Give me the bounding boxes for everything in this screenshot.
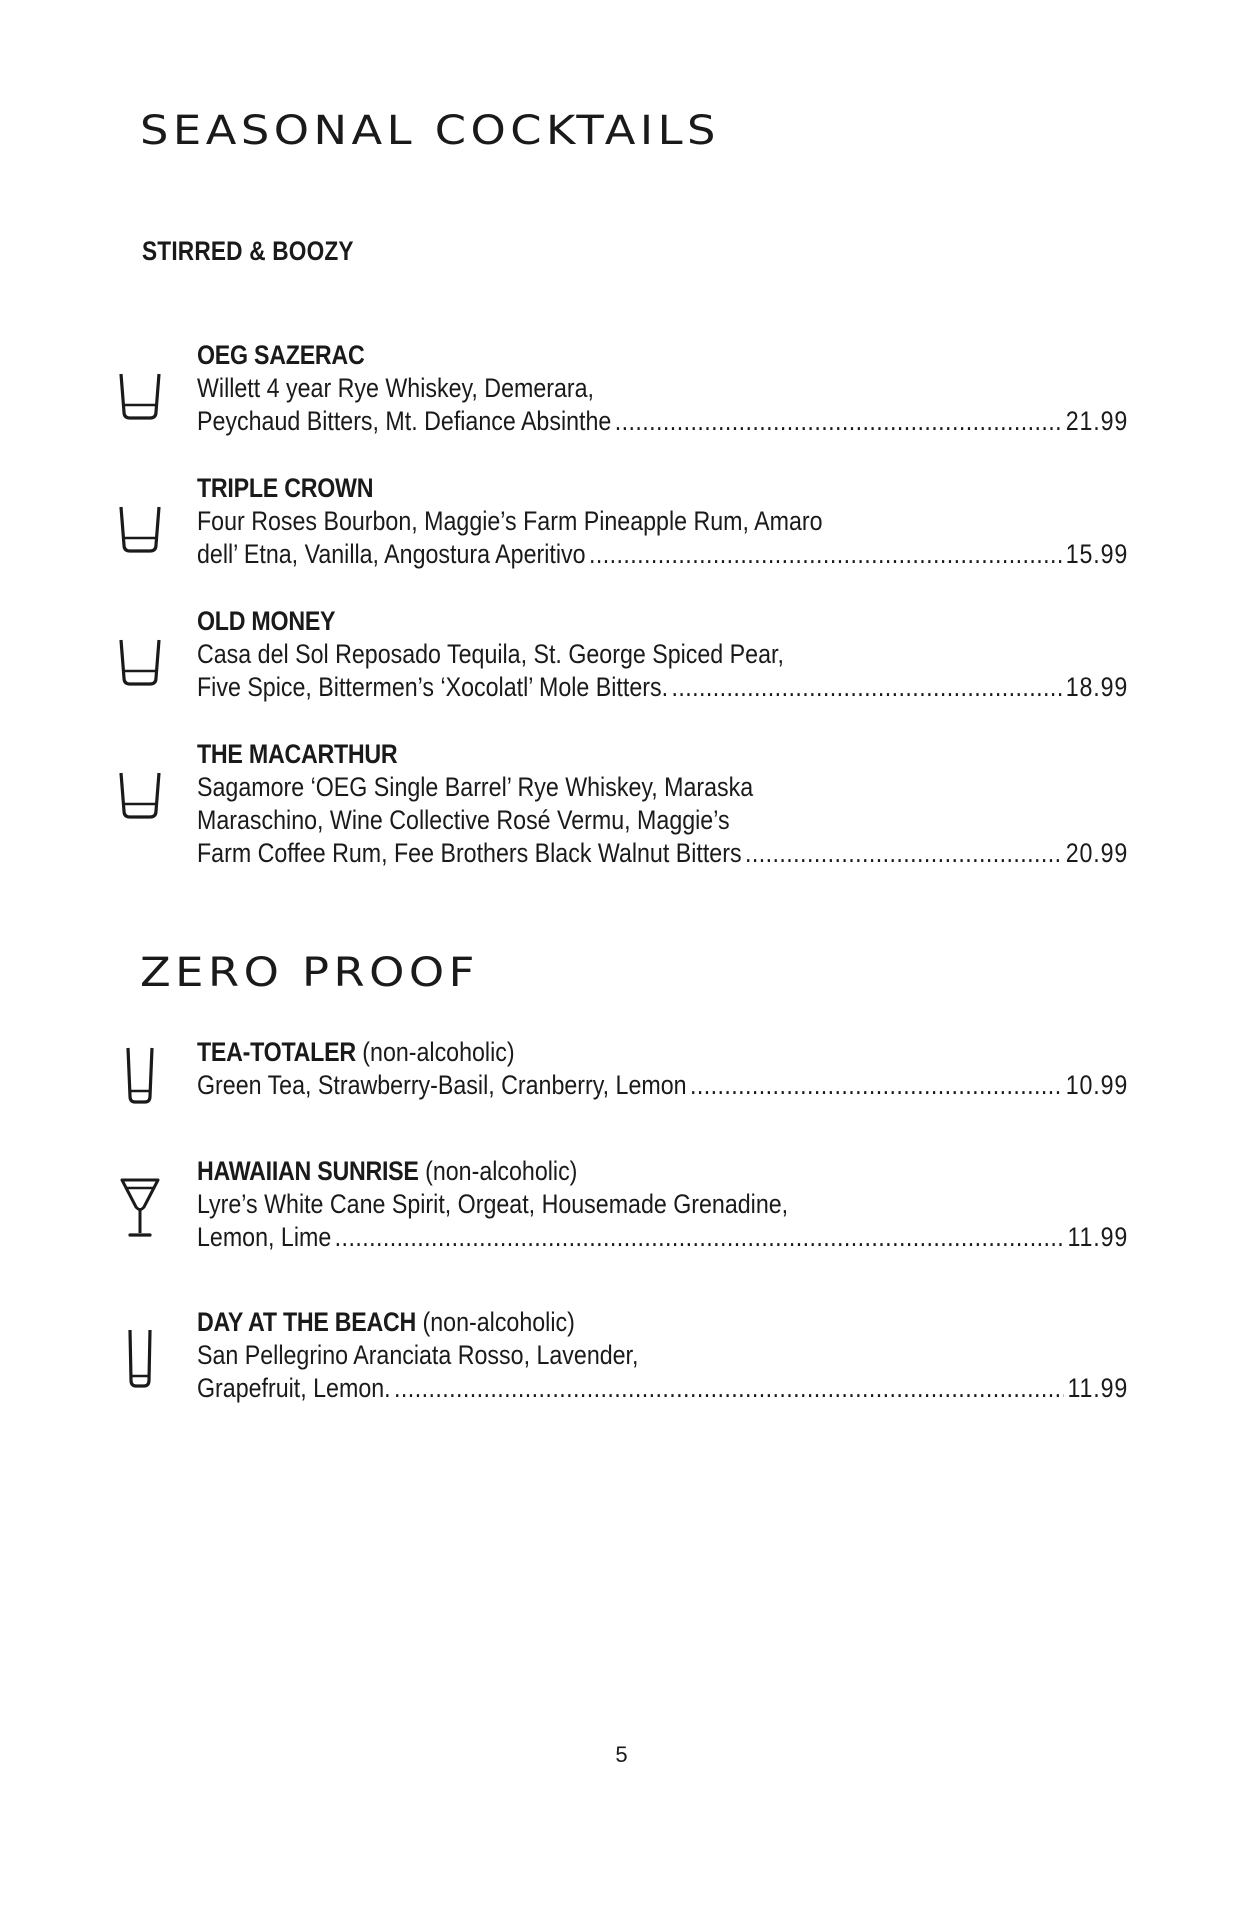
item-name: OLD MONEY — [197, 606, 336, 636]
item-name-line — [197, 1155, 1128, 1188]
non-alcoholic-note: (non-alcoholic) — [425, 1156, 578, 1186]
item-price-line — [197, 671, 1128, 704]
page-number: 5 — [615, 1742, 628, 1767]
item-name: HAWAIIAN SUNRISE — [197, 1156, 419, 1186]
item-name: TRIPLE CROWN — [197, 473, 374, 503]
stirred-boozy-subtitle: STIRRED & BOOZY — [142, 236, 354, 266]
item-name: OEG SAZERAC — [197, 340, 365, 370]
item-price: 18.99 — [1065, 672, 1129, 702]
item-description: Grapefruit, Lemon. — [197, 1373, 391, 1403]
item-price: 15.99 — [1065, 539, 1129, 569]
item-price-line — [197, 1372, 1128, 1405]
item-price: 21.99 — [1065, 406, 1129, 436]
item-price: 11.99 — [1067, 1222, 1129, 1252]
item-description: Willett 4 year Rye Whiskey, Demerara, — [197, 373, 594, 403]
item-description: Casa del Sol Reposado Tequila, St. George Spiced Pear, — [197, 639, 784, 669]
item-price: 20.99 — [1065, 838, 1129, 868]
item-name-line — [197, 1306, 1128, 1339]
collins-glass-icon — [118, 1328, 162, 1388]
rocks-glass-icon — [118, 771, 162, 819]
highball-glass-icon — [118, 1046, 162, 1104]
coupe-glass-icon — [118, 1177, 162, 1239]
item-name-line — [197, 1036, 1128, 1069]
item-description: Four Roses Bourbon, Maggie’s Farm Pineapple Rum, Amaro — [197, 506, 823, 536]
dot-leader — [335, 1221, 1064, 1254]
rocks-glass-icon — [118, 372, 162, 420]
dot-leader — [671, 671, 1062, 704]
dot-leader — [690, 1069, 1062, 1102]
item-price-line — [197, 1069, 1128, 1102]
dot-leader — [394, 1372, 1064, 1405]
item-description: Peychaud Bitters, Mt. Defiance Absinthe — [197, 406, 612, 436]
item-name: DAY AT THE BEACH — [197, 1307, 417, 1337]
item-description: Farm Coffee Rum, Fee Brothers Black Walnut Bitters — [197, 838, 742, 868]
item-description: Green Tea, Strawberry-Basil, Cranberry, Lemon — [197, 1070, 687, 1100]
item-description: Five Spice, Bittermen’s ‘Xocolatl’ Mole Bitters. — [197, 672, 669, 702]
item-price-line — [197, 837, 1128, 870]
rocks-glass-icon — [118, 505, 162, 553]
item-description: Lyre’s White Cane Spirit, Orgeat, Housemade Grenadine, — [197, 1189, 789, 1219]
item-name: THE MACARTHUR — [197, 739, 398, 769]
item-description: Maraschino, Wine Collective Rosé Vermu, Maggie’s — [197, 805, 730, 835]
item-price: 10.99 — [1065, 1070, 1129, 1100]
non-alcoholic-note: (non-alcoholic) — [362, 1037, 515, 1067]
dot-leader — [615, 405, 1063, 438]
item-price-line — [197, 1221, 1128, 1254]
seasonal-cocktails-title: SEASONAL COCKTAILS — [140, 108, 720, 154]
rocks-glass-icon — [118, 638, 162, 686]
item-name: TEA-TOTALER — [197, 1037, 356, 1067]
zero-proof-title: ZERO PROOF — [140, 950, 479, 996]
dot-leader — [589, 538, 1062, 571]
non-alcoholic-note: (non-alcoholic) — [422, 1307, 575, 1337]
dot-leader — [745, 837, 1062, 870]
item-description: San Pellegrino Aranciata Rosso, Lavender, — [197, 1340, 639, 1370]
item-description: Sagamore ‘OEG Single Barrel’ Rye Whiskey, Maraska — [197, 772, 754, 802]
item-description: dell’ Etna, Vanilla, Angostura Aperitivo — [197, 539, 586, 569]
item-price-line — [197, 538, 1128, 571]
item-price-line — [197, 405, 1128, 438]
item-price: 11.99 — [1067, 1373, 1129, 1403]
item-description: Lemon, Lime — [197, 1222, 332, 1252]
